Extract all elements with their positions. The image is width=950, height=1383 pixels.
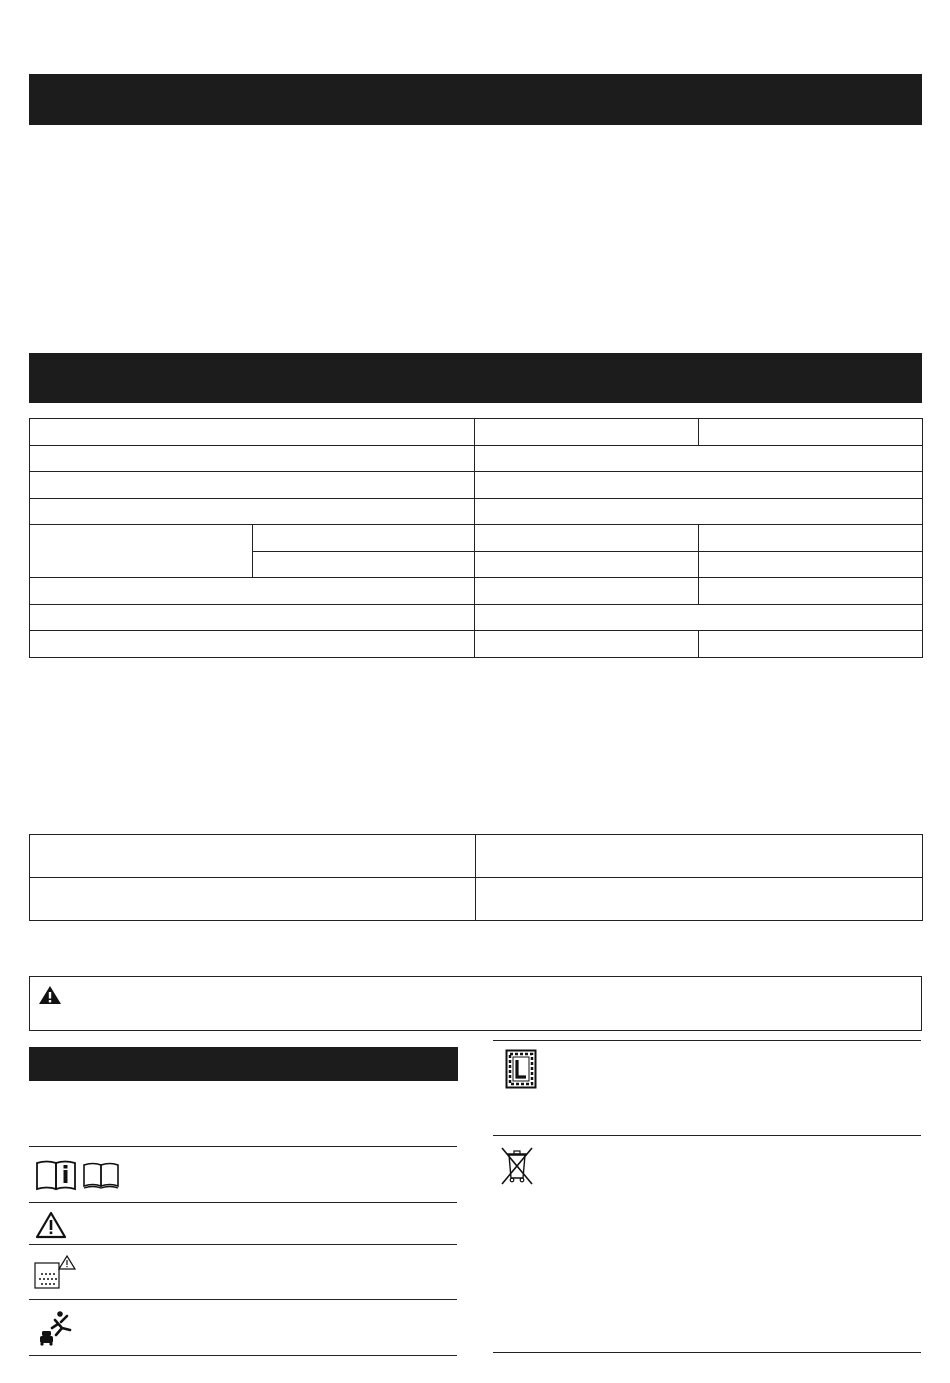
table-cell — [699, 551, 923, 578]
table-cell — [475, 445, 923, 472]
table-cell — [30, 578, 475, 605]
divider — [29, 1355, 457, 1356]
table-cell — [253, 525, 475, 552]
table-row — [30, 604, 923, 631]
noise-table — [29, 834, 923, 921]
table-row — [30, 472, 923, 499]
specifications-header-bar — [29, 353, 922, 403]
weee-bin-icon — [500, 1146, 534, 1191]
table-cell — [475, 498, 923, 525]
divider — [493, 1352, 921, 1353]
divider — [493, 1135, 921, 1136]
table-row — [30, 498, 923, 525]
table-cell — [475, 578, 699, 605]
table-cell — [30, 604, 475, 631]
table-cell — [476, 878, 923, 921]
warning-box — [29, 976, 922, 1031]
divider — [29, 1202, 457, 1203]
table-row — [30, 835, 923, 878]
table-row — [30, 445, 923, 472]
table-cell — [475, 472, 923, 499]
table-row — [30, 578, 923, 605]
table-cell — [30, 525, 253, 578]
table-cell — [30, 472, 475, 499]
table-cell — [476, 835, 923, 878]
section-header-bar — [29, 74, 922, 125]
table-cell — [253, 551, 475, 578]
symbols-header-bar — [29, 1047, 458, 1081]
divider — [29, 1299, 457, 1300]
table-cell — [699, 578, 923, 605]
table-cell — [475, 419, 699, 446]
table-cell — [30, 878, 476, 921]
read-manual-icon — [35, 1159, 121, 1196]
divider — [29, 1244, 457, 1245]
specifications-table — [29, 418, 923, 658]
table-row — [30, 419, 923, 446]
table-row — [30, 631, 923, 658]
dust-class-l-icon — [505, 1049, 537, 1094]
table-cell — [699, 525, 923, 552]
rain-hazard-icon — [33, 1254, 77, 1295]
table-cell — [475, 551, 699, 578]
table-row — [30, 878, 923, 921]
table-cell — [699, 631, 923, 658]
table-cell — [475, 525, 699, 552]
table-cell — [30, 835, 476, 878]
divider — [493, 1040, 921, 1041]
warning-icon — [38, 985, 62, 1010]
caution-icon — [35, 1211, 67, 1244]
table-cell — [30, 498, 475, 525]
table-cell — [475, 631, 699, 658]
tipping-hazard-icon — [35, 1308, 77, 1351]
table-row — [30, 525, 923, 552]
table-cell — [30, 631, 475, 658]
divider — [29, 1146, 457, 1147]
table-cell — [30, 445, 475, 472]
table-cell — [30, 419, 475, 446]
table-cell — [699, 419, 923, 446]
table-cell — [475, 604, 923, 631]
